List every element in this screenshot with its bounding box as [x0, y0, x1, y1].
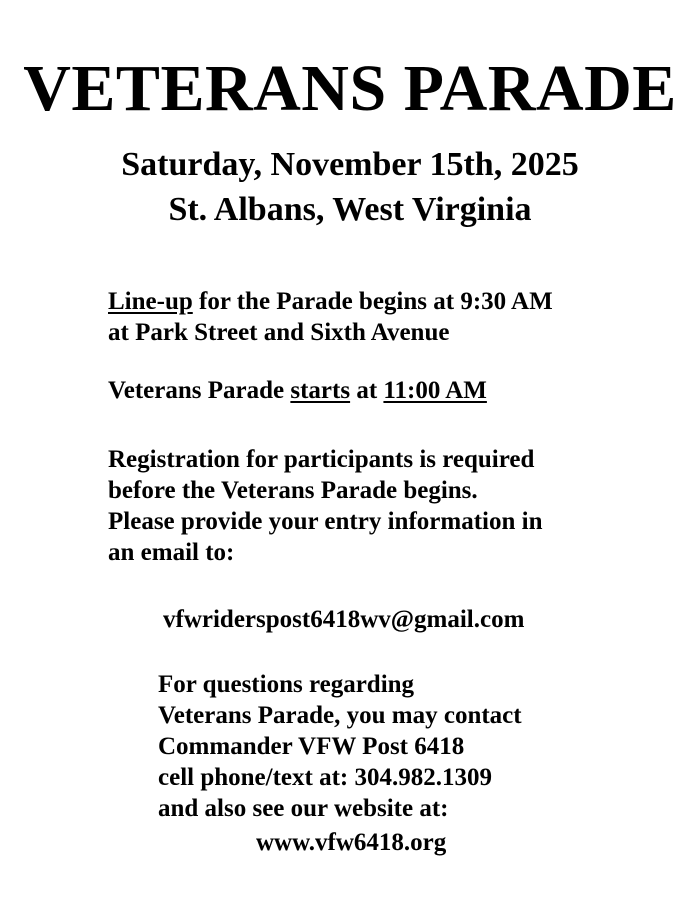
event-date: Saturday, November 15th, 2025: [121, 146, 579, 183]
contact-info: [158, 669, 522, 824]
start-prefix: Veterans Parade: [108, 377, 291, 404]
start-info: [108, 375, 487, 406]
page-title: VETERANS PARADE: [23, 52, 677, 125]
contact-line: and also see our website at:: [158, 795, 449, 822]
starts-word: starts: [290, 377, 351, 404]
lineup-label: Line-up: [108, 288, 193, 315]
contact-line: For questions regarding: [158, 671, 415, 698]
contact-line: Commander VFW Post 6418: [158, 733, 465, 760]
lineup-info: [108, 286, 553, 348]
contact-line: Veterans Parade, you may contact: [158, 702, 522, 729]
registration-line: an email to:: [108, 539, 235, 566]
lineup-line-1: [108, 286, 553, 317]
registration-info: [108, 444, 542, 568]
start-time: 11:00 AM: [383, 377, 487, 404]
website-link[interactable]: www.vfw6418.org: [256, 829, 447, 856]
start-middle: at: [350, 377, 384, 404]
lineup-line-1-rest: for the Parade begins at 9:30 AM: [192, 288, 553, 315]
registration-line: Registration for participants is required: [108, 446, 535, 473]
registration-line: before the Veterans Parade begins.: [108, 477, 478, 504]
contact-email[interactable]: vfwriderspost6418wv@gmail.com: [163, 606, 525, 633]
lineup-line-2: at Park Street and Sixth Avenue: [108, 319, 450, 346]
registration-line: Please provide your entry information in: [108, 508, 543, 535]
contact-line: cell phone/text at: 304.982.1309: [158, 764, 492, 791]
event-location: St. Albans, West Virginia: [168, 191, 532, 228]
